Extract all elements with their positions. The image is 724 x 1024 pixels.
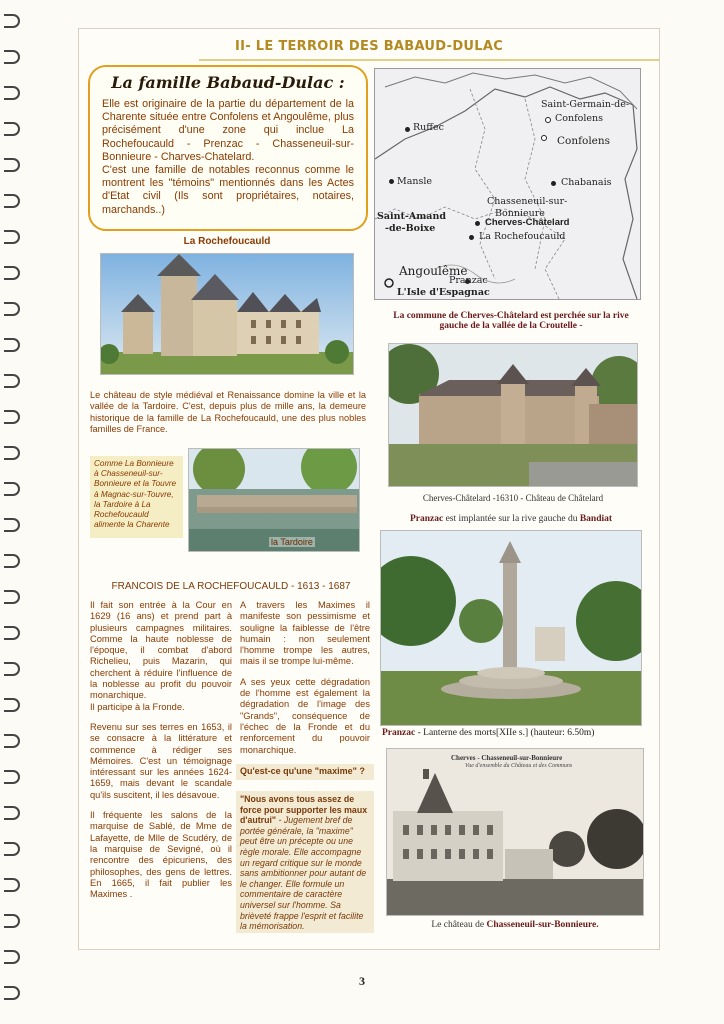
map-marker-ruffec <box>405 127 410 132</box>
francois-paragraph-1b: Il participe à la Fronde. <box>90 701 185 712</box>
map-label-chabanais: Chabanais <box>561 177 612 188</box>
map-marker-confolens <box>541 135 547 141</box>
map-label-cherves: Cherves-Châtelard <box>485 217 570 228</box>
famille-title: La famille Babaud-Dulac : <box>111 73 345 92</box>
lanterne-illustration <box>381 531 642 726</box>
binder-rings <box>0 0 26 1024</box>
pranzac-caption-name: Pranzac <box>409 514 444 524</box>
map-label-isle: L'Isle d'Espagnac <box>397 287 490 298</box>
pranzac-photo-caption <box>382 728 644 738</box>
binder-ring <box>4 734 20 748</box>
binder-ring <box>4 554 20 568</box>
pranzac-caption-text: est implantée sur la rive gauche du <box>443 514 580 524</box>
map-label-chasseneuil: Chasseneuil-sur- <box>487 196 568 207</box>
binder-ring <box>4 770 20 784</box>
francois-paragraph-2: Revenu sur ses terres en 1653, il se consacre à la littérature et commence à rédiger ses Mémoires. C'est un témoignage intéressant sur les années 1624-1659, mais devant le scandale qu'ils suscitent, il les désavoue. <box>90 721 232 800</box>
francois-paragraph-1 <box>90 600 232 713</box>
francois-paragraph-1a: Il fait son entrée à la Cour en 1629 (16 ans) et prend part à plusieurs campagnes militaires. Comme la haute noblesse de l'époque, il combat d'abord Richelieu, puis Mazarin, qui cherchent à réduire l'influence de la noblesse au profit du pouvoir monarchique. <box>90 600 232 701</box>
chateau-illustration <box>389 344 638 487</box>
map-label-saint-germain-2: Confolens <box>555 113 603 124</box>
francois-paragraph-5: A ses yeux cette dégradation de l'homme est également la dégradation de l'image des "Grands", conséquence de l'échec de la Fronde et du renforcement du pouvoir monarchique. <box>240 676 370 755</box>
map-marker-chasseneuil <box>475 221 480 226</box>
map-label-saint-amand: Saint-Amand <box>377 211 446 222</box>
francois-column-1 <box>90 600 232 909</box>
cherves-chateau-photo <box>388 343 638 487</box>
maxime-question: Qu'est-ce qu'une "maxime" ? <box>236 764 374 780</box>
francois-paragraph-3: Il fréquente les salons de la marquise de Sablé, de Mme de Lafayette, de Mlle de Scudéry, de la marquise de Sevigné, où il rencontre des épicuriens, des philosophes, des gens de lettres. En 1665, il fait publier les Maximes . <box>90 810 232 900</box>
chasseneuil-caption-pre: Le château de <box>431 920 487 930</box>
map-label-saint-germain: Saint-Germain-de- <box>541 99 630 110</box>
binder-ring <box>4 410 20 424</box>
binder-ring <box>4 158 20 172</box>
binder-ring <box>4 806 20 820</box>
pranzac-caption <box>380 514 642 524</box>
maxime-text: - Jugement bref de portée générale, la "maxime" peut être un précepte ou une règle morale. Elle accompagne un regard critique sur le monde sans ambitionner pour autant de le changer. Elle formule un commentaire de caractère universel sur l'homme. Sa brièveté frappe l'esprit et facilite la mémorisation. <box>240 815 367 932</box>
binder-ring <box>4 698 20 712</box>
tardoire-photo-label: la Tardoire <box>271 537 313 547</box>
postcard-illustration <box>387 749 644 916</box>
binder-ring <box>4 914 20 928</box>
map-label-angouleme: Angoulême <box>399 264 468 278</box>
francois-column-2 <box>240 600 370 765</box>
map-marker-saint-germain <box>545 117 551 123</box>
map-marker-larochefoucauld <box>469 235 474 240</box>
rochefoucauld-text: Le château de style médiéval et Renaissance domine la ville et la vallée de la Tardoire. C'est, depuis plus de mille ans, la demeure historique de la famille de La Rochefoucauld, une des plus nobles familles de France. <box>90 390 366 434</box>
charente-map <box>374 68 641 300</box>
map-label-chasseneuil-2: Bonnieure <box>495 208 545 219</box>
postcard-subtitle: Vue d'ensemble du Château et des Communs <box>465 763 573 769</box>
binder-ring <box>4 626 20 640</box>
binder-ring <box>4 950 20 964</box>
pranzac-lanterne-photo <box>380 530 642 726</box>
pranzac-photo-caption-text: - Lanterne des morts[XIIe s.] (hauteur: 6.50m) <box>415 728 595 738</box>
binder-ring <box>4 662 20 676</box>
chasseneuil-caption <box>386 920 644 930</box>
tardoire-bridge-photo <box>188 448 360 552</box>
pranzac-caption-river: Bandiat <box>579 514 613 524</box>
binder-ring <box>4 446 20 460</box>
map-marker-mansle <box>389 179 394 184</box>
binder-ring <box>4 482 20 496</box>
page-number: 3 <box>359 974 365 988</box>
map-label-pranzac: Pranzac <box>449 275 488 286</box>
chasseneuil-postcard <box>386 748 644 916</box>
maxime-quote: "Nous avons tous assez de force pour supporter les maux d'autrui" <box>240 794 368 826</box>
famille-text <box>102 98 354 217</box>
map-label-larochefoucauld: La Rochefoucauld <box>479 231 566 242</box>
francois-paragraph-4: A travers les Maximes il manifeste son pessimisme et souligne la faiblesse de l'être humain : non seulement l'homme trompe les autres, mais il se trompe lui-même. <box>240 600 370 667</box>
section-title: II- LE TERROIR DES BABAUD-DULAC <box>234 39 504 54</box>
map-label-saint-amand-2: -de-Boixe <box>385 223 436 234</box>
binder-ring <box>4 266 20 280</box>
binder-ring <box>4 842 20 856</box>
binder-ring <box>4 194 20 208</box>
chasseneuil-caption-name: Chasseneuil-sur-Bonnieure. <box>486 920 599 930</box>
map-label-confolens: Confolens <box>557 135 611 147</box>
binder-ring <box>4 518 20 532</box>
cherves-caption-top: La commune de Cherves-Châtelard est perchée sur la rive gauche de la vallée de la Croutelle - <box>393 311 629 331</box>
binder-ring <box>4 86 20 100</box>
binder-ring <box>4 338 20 352</box>
map-label-mansle: Mansle <box>397 176 433 187</box>
binder-ring <box>4 374 20 388</box>
binder-ring <box>4 590 20 604</box>
section-title-rule <box>199 59 659 61</box>
pranzac-photo-caption-name: Pranzac <box>382 728 416 738</box>
rochefoucauld-castle-photo <box>100 253 354 375</box>
cherves-photo-caption: Cherves-Châtelard -16310 - Château de Châtelard <box>422 493 604 503</box>
francois-title: FRANCOIS DE LA ROCHEFOUCAULD - 1613 - 1687 <box>111 581 351 592</box>
postcard-title: Cherves - Chasseneuil-sur-Bonnieure <box>451 754 563 762</box>
castle-illustration <box>101 254 354 375</box>
binder-ring <box>4 230 20 244</box>
famille-paragraph-2: C'est une famille de notables reconnus comme le montrent les "témoins" mentionnés dans les Actes d'Etat civil (Ils sont propriétaires, notaires, marchands..) <box>102 164 354 216</box>
map-label-ruffec: Ruffec <box>413 122 444 133</box>
binder-ring <box>4 14 20 28</box>
famille-paragraph-1: Elle est originaire de la partie du département de la Charente située entre Confolens et Angoulême, plus précisément d'une zone qui inclue La Rochefoucauld - Prenzac - Chasseneuil-sur-Bonnieure - Charves-Chatelard. <box>102 98 354 163</box>
famille-box <box>88 65 368 231</box>
rochefoucauld-caption: La Rochefoucauld <box>183 236 271 247</box>
binder-ring <box>4 50 20 64</box>
maxime-box <box>236 791 374 933</box>
binder-ring <box>4 122 20 136</box>
binder-ring <box>4 302 20 316</box>
binder-ring <box>4 878 20 892</box>
map-marker-chabanais <box>551 181 556 186</box>
tardoire-note: Comme La Bonnieure à Chasseneuil-sur-Bonnieure et la Touvre à Magnac-sur-Touvre, la Tardoire à La Rochefoucauld alimente la Charente <box>90 456 183 538</box>
